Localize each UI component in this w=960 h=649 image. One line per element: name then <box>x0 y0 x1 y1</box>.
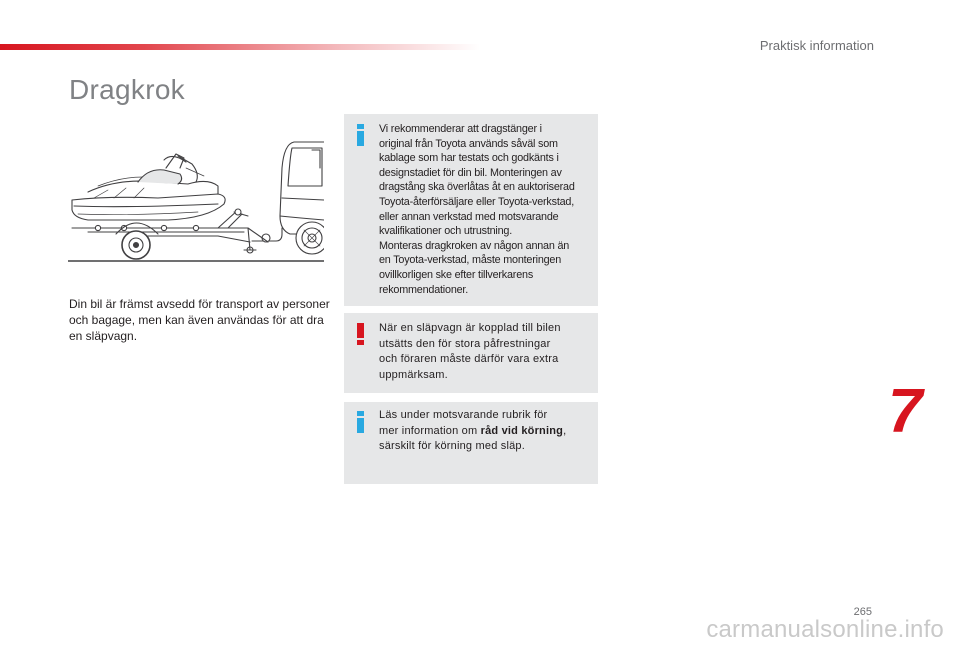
info-icon <box>357 411 364 433</box>
chapter-number: 7 <box>888 377 923 446</box>
note-line: , <box>563 424 567 437</box>
warning-icon <box>357 323 364 345</box>
note-line: Monteras dragkroken av någon annan än <box>379 239 570 252</box>
info-note-accessories <box>344 114 598 306</box>
intro-paragraph: Din bil är främst avsedd för transport av personer och bagage, men kan även användas för att dra en släpvagn. <box>69 297 330 343</box>
note-line: Toyota-återförsäljare eller Toyota-verkstad, <box>379 195 575 208</box>
note-line: uppmärksam. <box>379 368 448 381</box>
note-line: dragstång ska överlåtas åt en auktoriserad <box>379 181 575 194</box>
note-line: utsätts den för stora påfrestningar <box>379 337 551 350</box>
warning-note-trailer <box>344 313 598 393</box>
note-line: kvalifikationer och utrustning. <box>379 225 513 238</box>
note-line: rekommendationer. <box>379 283 469 296</box>
note-line: kablage som har testats och godkänts i <box>379 152 559 165</box>
note-line: När en släpvagn är kopplad till bilen <box>379 322 561 334</box>
info-note-driving-advice <box>344 402 598 484</box>
jetski-trailer-illustration <box>68 138 324 268</box>
driving-advice-reference: råd vid körning <box>480 424 564 437</box>
note-line: en Toyota-verkstad, måste monteringen <box>379 254 562 267</box>
note-line: eller annan verkstad med motsvarande <box>379 210 559 223</box>
note-line: designstadiet för din bil. Monteringen av <box>379 166 562 179</box>
note-line: Vi rekommenderar att dragstänger i <box>379 123 542 135</box>
note-line: ovillkorligen ske efter tillverkarens <box>379 268 534 281</box>
note-line: original från Toyota används såväl som <box>379 137 558 150</box>
note-line: Läs under motsvarande rubrik för <box>379 409 548 421</box>
page-title: Dragkrok <box>69 74 185 105</box>
watermark: carmanualsonline.info <box>706 616 944 643</box>
note-line: mer information om <box>379 424 481 437</box>
header-accent-bar <box>0 44 480 50</box>
page-number: 265 <box>853 606 872 618</box>
info-icon <box>357 124 364 146</box>
note-line: och föraren måste därför vara extra <box>379 353 559 365</box>
note-line: särskilt för körning med släp. <box>379 440 525 452</box>
section-label: Praktisk information <box>759 38 874 53</box>
